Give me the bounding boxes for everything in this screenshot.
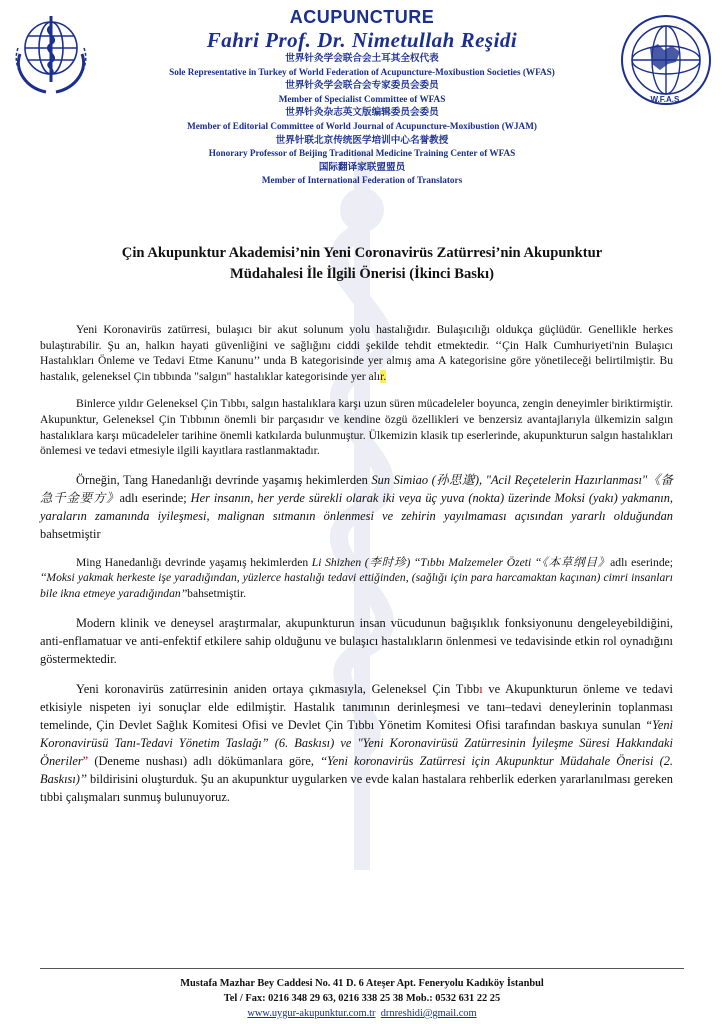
credential-line: 世界针灸学会联合会专家委员会委员 [285, 80, 439, 92]
footer-contact [40, 1006, 684, 1021]
paragraph: Örneğin, Tang Hanedanlığı devrinde yaşamış hekimlerden Sun Simiao (孙思邈), "Acil Reçetelerin Hazırlanması"《备急千金要方》adlı eserinde; Her insanın, her yerde sürekli olarak iki veya üç yuva (nokta) üzerinde Moksi (yakı) yakmanın, yaraların zamanında iyileşmesi, malignan sıtmanın önlenmesi ve zehirin yayılmaması açısından yararlı olduğundan bahsetmiştir [40, 472, 674, 541]
footer [40, 976, 684, 1021]
credential-line: Sole Representative in Turkey of World Federation of Acupuncture-Moxibustion Societies (WFAS) [169, 66, 555, 77]
paragraph: Yeni Koronavirüs zatürresi, bulaşıcı bir akut solunum yolu hastalığıdır. Bulaşıcılığı oldukça güçlüdür. Genellikle herkes bulaştırabilir. Şu an, halkın hayati güvenliğini ve sağlığını ciddi şekilde tehdit etmektedir. ‘‘Çin Halk Cumhuriyeti'nin Bulaşıcı Hastalıkları Önleme ve Tedavi Etme Kanunu’’ unda B kategorisinde yer almış ama A kategorisine göre yönetileceği belirtilmiştir. Bu hastalık, geleneksel Çin tıbbında "salgın" hastalıklar kategorisinde yer alır. [40, 323, 673, 383]
wfas-emblem-icon [620, 14, 712, 106]
footer-address: Mustafa Mazhar Bey Caddesi No. 41 D. 6 Ateşer Apt. Feneryolu Kadıköy İstanbul [180, 978, 544, 989]
credential-line: 世界针联北京传统医学培训中心名誉教授 [275, 134, 449, 146]
letterhead-name: Fahri Prof. Dr. Nimetullah Reşidi [206, 28, 518, 52]
footer-divider [40, 968, 684, 969]
document-title [40, 243, 684, 285]
letterhead-title: ACUPUNCTURE [289, 7, 435, 27]
credential-line: 世界针灸学会联合会土耳其全权代表 [285, 53, 439, 64]
credential-line: Honorary Professor of Beijing Traditional Medicine Training Center of WFAS [208, 148, 516, 159]
paragraph: Modern klinik ve deneysel araştırmalar, akupunkturun insan vücudunun bağışıklık fonksiyonunu dengeleyebildiğini, anti-enflamatuar ve anti-enfektif etkilere sahip olduğunu ve bulaşıcı hastalıkların önlenmesi ve tedavisinde etkin rol oynadığını göstermektedir. [40, 615, 673, 666]
footer-phones: Tel / Fax: 0216 348 29 63, 0216 338 25 38 Mob.: 0532 631 22 25 [223, 993, 501, 1004]
website-link[interactable]: www.uygur-akupunktur.com.tr [247, 1008, 376, 1019]
credential-line: Member of International Federation of Translators [261, 175, 463, 186]
who-emblem-icon [8, 8, 94, 98]
credential-line: 国际翻译家联盟盟员 [318, 161, 406, 173]
email-link[interactable]: drnreshidi@gmail.com [380, 1008, 477, 1019]
text-highlight: r. [380, 369, 387, 383]
credential-line: Member of Specialist Committee of WFAS [278, 93, 446, 104]
credential-line: Member of Editorial Committee of World Journal of Acupuncture-Moxibustion (WJAM) [187, 120, 537, 131]
paragraph: Binlerce yıldır Geleneksel Çin Tıbbı, salgın hastalıklara karşı uzun süren mücadeleler boyunca, zengin deneyimler biriktirmiştir. Akupunktur, Geleneksel Çin Tıbbının önemli bir parçasıdır ve kendine özgü özellikleri ve benzersiz avantajlarıyla ülkemizin salgın hastalıklara karşı mücadeleler tarihine önemli katkılarda bulunmuştur. Ülkemizin klasik tıp eserlerinde, akupunkturun salgın hastalıkları önlemesi ve tedavi etmesiyle ilgili kayıtlara rastlanmaktadır. [40, 397, 673, 458]
document-body [40, 322, 673, 818]
credential-line: 世界针灸杂志英文版编辑委员会委员 [285, 107, 439, 119]
paragraph: Ming Hanedanlığı devrinde yaşamış hekimlerden Li Shizhen (李时珍) ‘‘Tıbbı Malzemeler Özeti ‘‘《本草纲目》adlı eserinde; ‘‘Moksi yakmak herkeste işe yaradığından, yüzlerce hastalığı tedavi ettiğinden, (sağlığı için para harcamaktan kaçınan) cimri insanları bile ikna etmeye yaradığından’’bahsetmiştir. [40, 555, 673, 600]
document-title-line: Müdahalesi İle İlgili Önerisi (İkinci Baskı) [230, 266, 494, 282]
paragraph: Yeni koronavirüs zatürresinin aniden ortaya çıkmasıyla, Geleneksel Çin Tıbbı ve Akupunkturun önleme ve tedavi etkisiyle nispeten iyi sonuçlar elde edilmiştir. Hastalık tanımının derinleşmesi ve tanı–tedavi deneylerinin toplanması temelinde, Çin Devlet Sağlık Komitesi Ofisi ve Devlet Çin Tıbbı Yönetim Komitesi Ofisi tarafından baskıya sunulan “Yeni Koronavirüsü Tanı-Tedavi Yönetim Taslağı” (6. Baskısı) ve "Yeni Koronavirüsü Zatürresinin İyileşme Süresi Hakkındaki Öneriler” (Deneme nushası) adlı dökümanlara göre, ‘‘Yeni koronavirüs Zatürresi için Akupunktur Müdahale Önerisi (2. Baskısı)’’ bildirisini oluşturduk. Şu an akupunktur uygularken ve evde kalan hastalara rehberlik ederken yararlanılması gereken tıbbi çalışmaları sunmuş bulunuyoruz. [40, 681, 674, 804]
document-title-line: Çin Akupunktur Akademisi’nin Yeni Coronavirüs Zatürresi’nin Akupunktur [121, 245, 603, 261]
letterhead [100, 6, 624, 188]
wfas-label: W.F.A.S. [650, 95, 682, 104]
